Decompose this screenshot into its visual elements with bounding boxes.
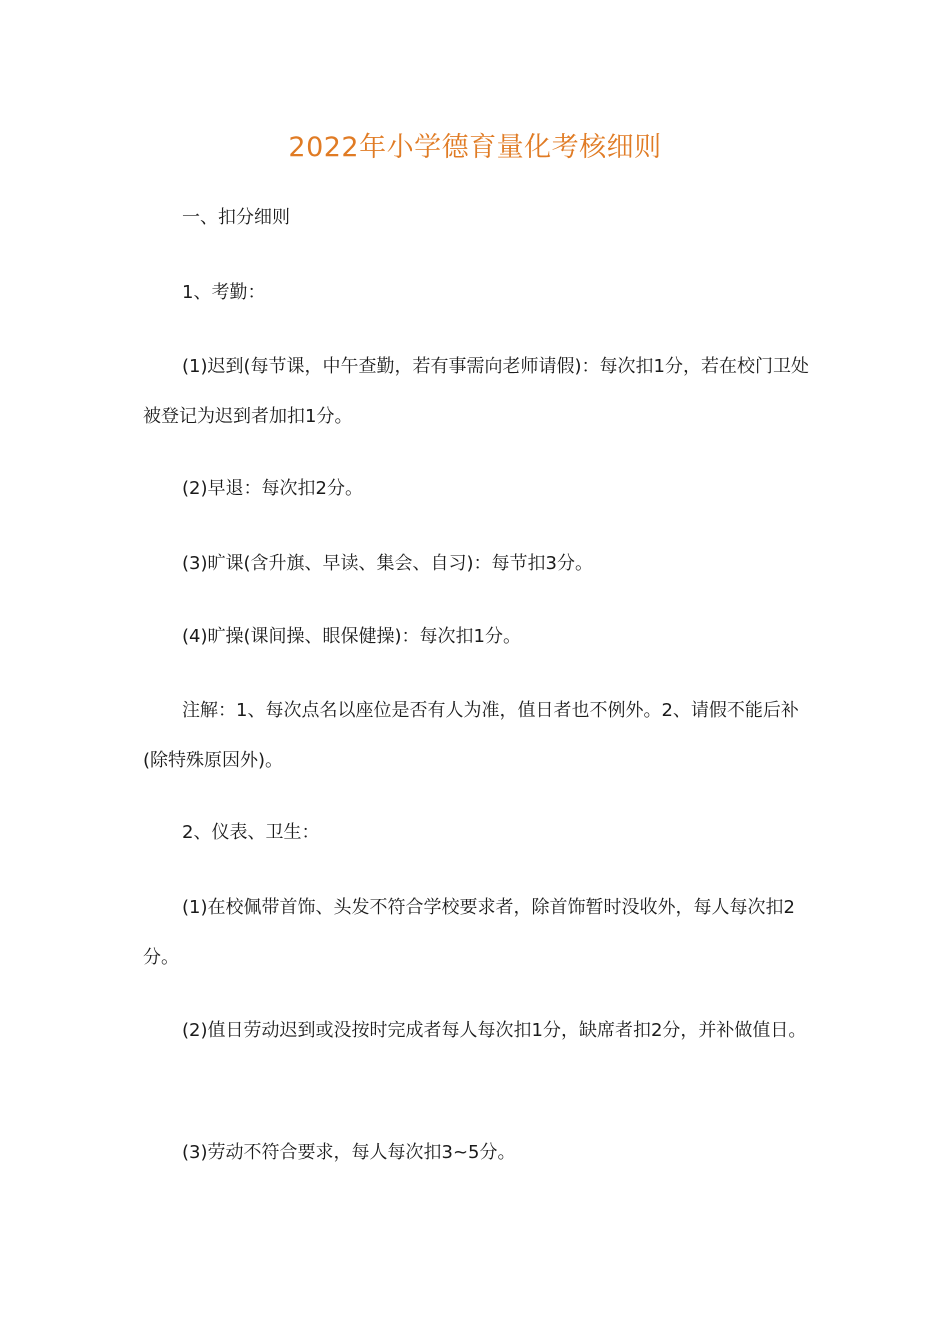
paragraph-duty: (2)值日劳动迟到或没按时完成者每人每次扣1分，缺席者扣2分，并补做值日。 [182,1020,807,1041]
paragraph-notes: 注解：1、每次点名以座位是否有人为准，值日者也不例外。2、请假不能后补(除特殊原因外)。 [143,700,799,771]
paragraph-skip-exercise: (4)旷操(课间操、眼保健操)：每次扣1分。 [182,626,521,647]
item-heading-attendance: 1、考勤： [182,282,266,303]
item-heading-appearance: 2、仪表、卫生： [182,822,320,843]
paragraph-labor: (3)劳动不符合要求，每人每次扣3~5分。 [182,1142,516,1163]
paragraph-leave-early: (2)早退：每次扣2分。 [182,478,363,499]
paragraph-jewelry: (1)在校佩带首饰、头发不符合学校要求者，除首饰暂时没收外，每人每次扣2分。 [143,897,795,968]
section-heading-deductions: 一、扣分细则 [182,207,290,228]
paragraph-late: (1)迟到(每节课，中午查勤，若有事需向老师请假)：每次扣1分，若在校门卫处被登记为迟到者加扣1分。 [143,356,809,427]
paragraph-truancy: (3)旷课(含升旗、早读、集会、自习)：每节扣3分。 [182,553,593,574]
document-title: 2022年小学德育量化考核细则 [288,132,662,163]
